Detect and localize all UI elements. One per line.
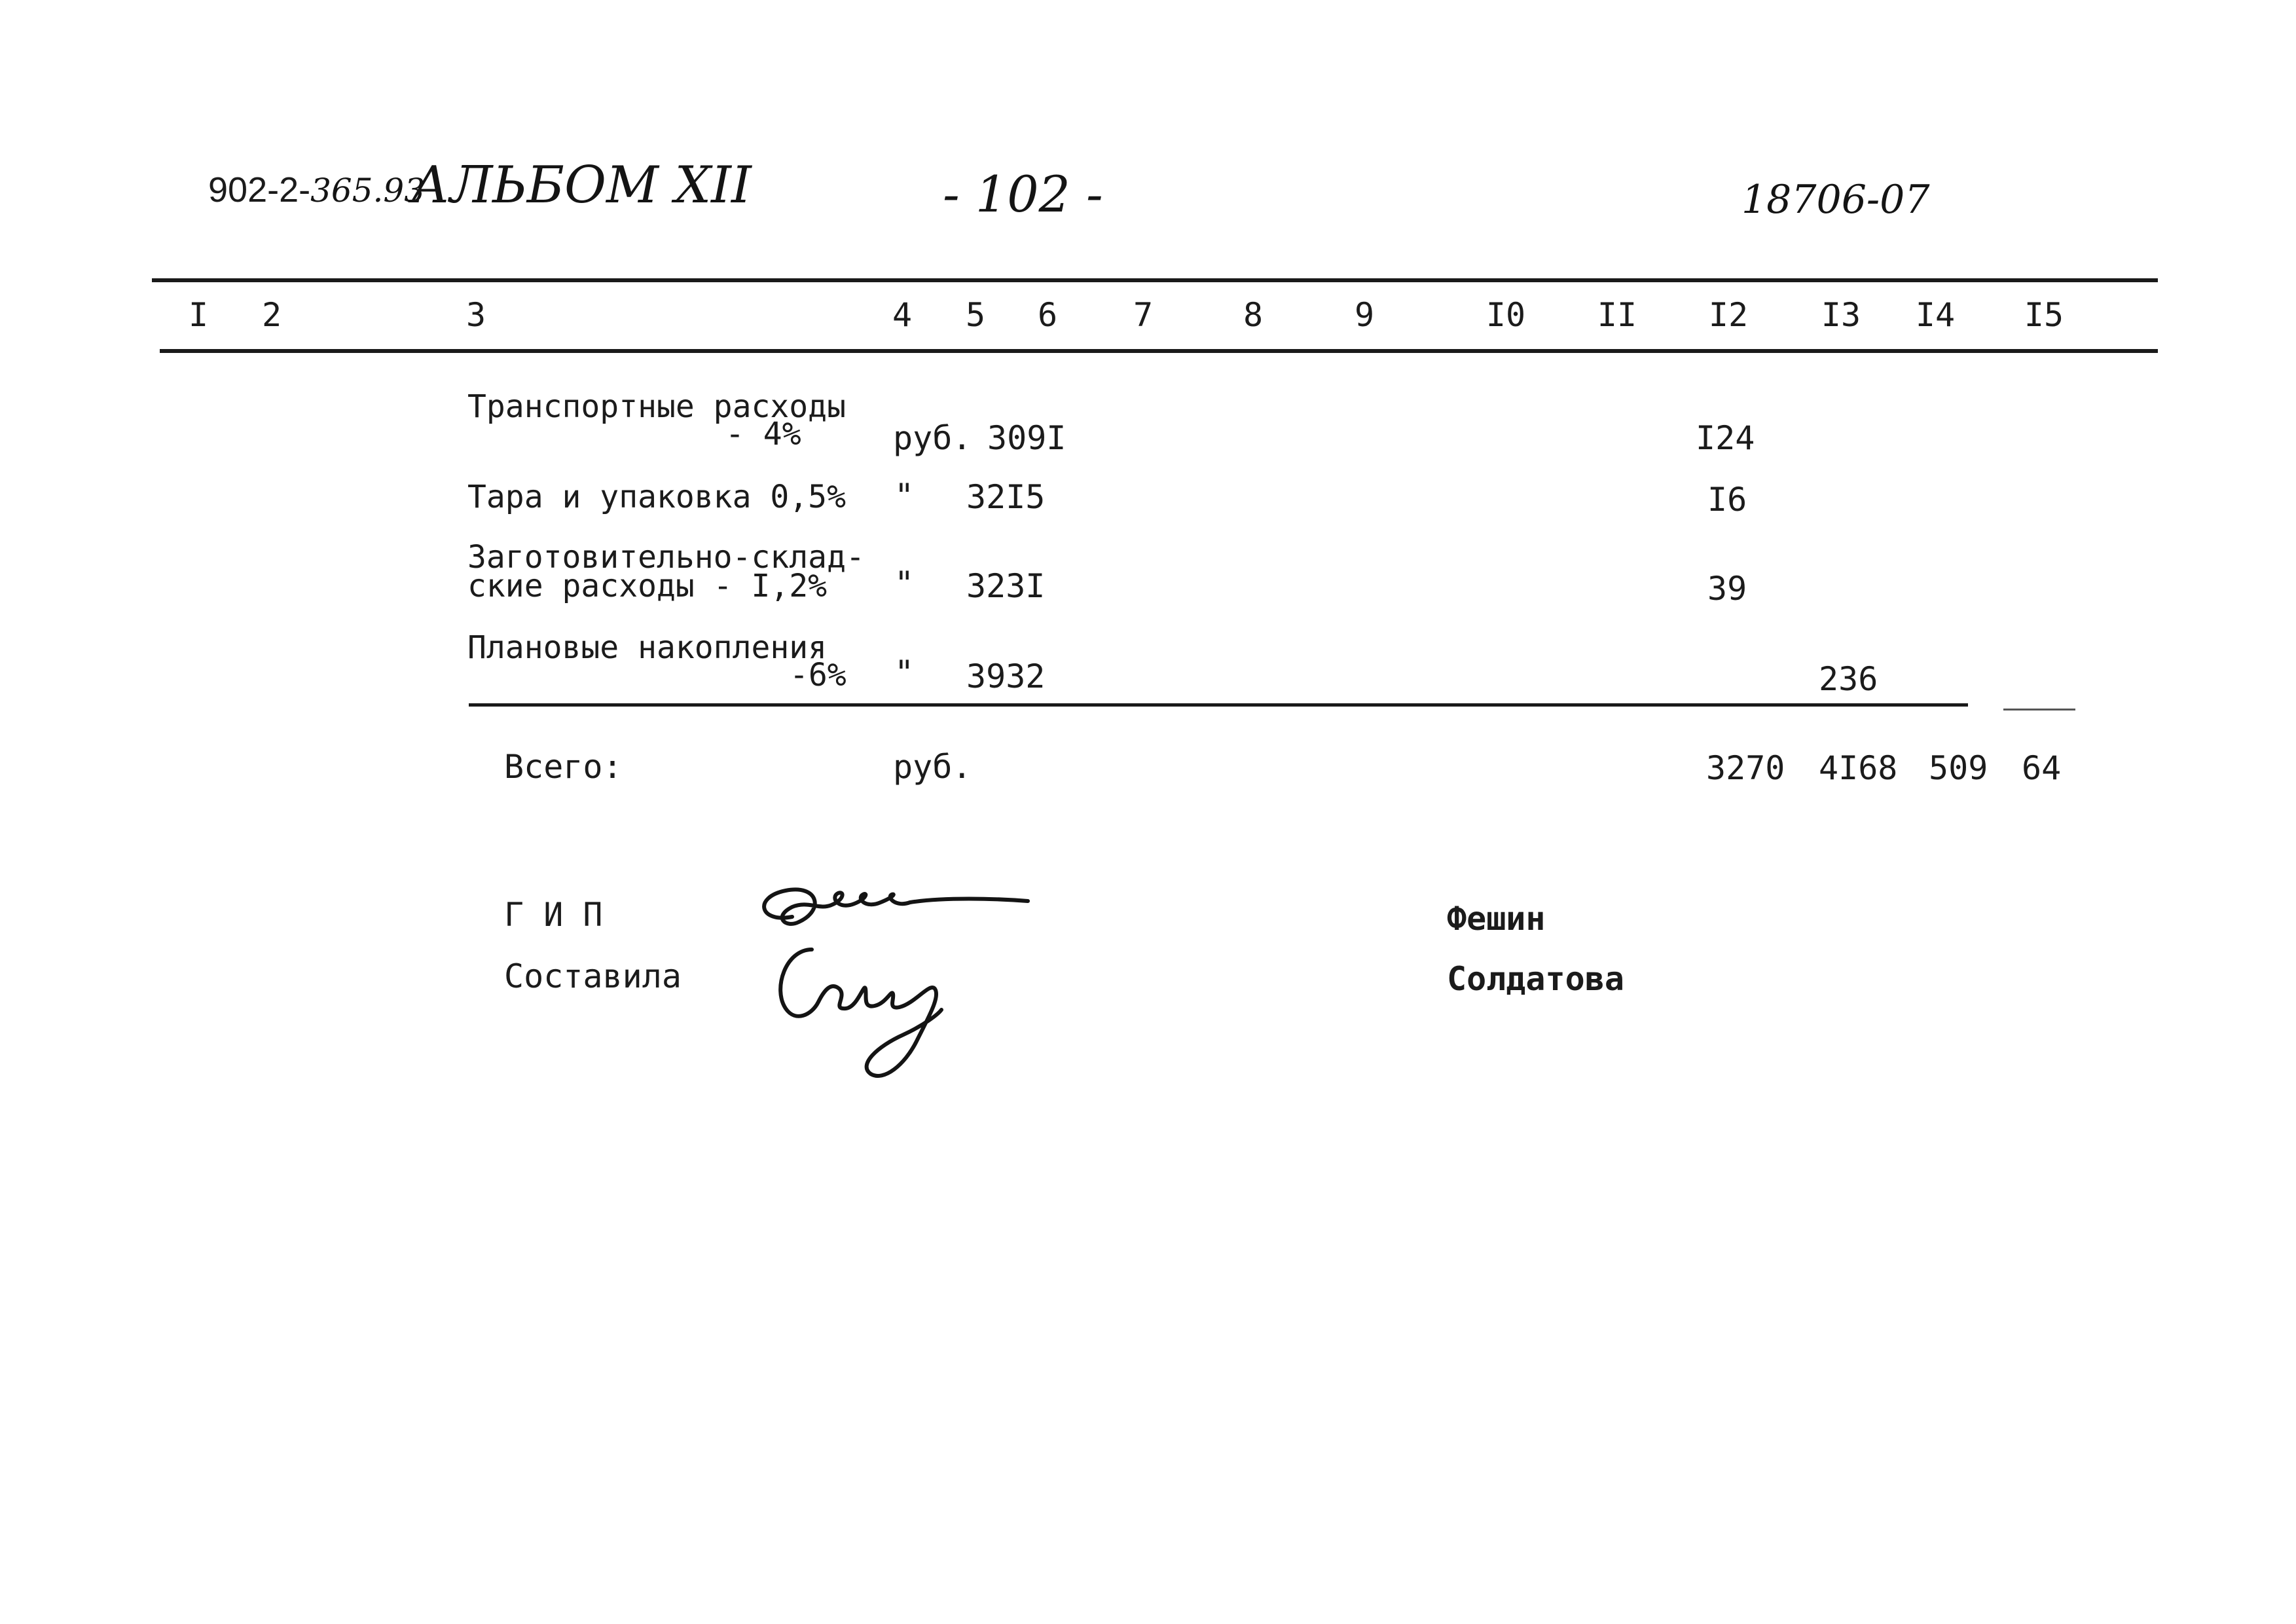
row-base-value: 309I [987, 419, 1066, 457]
total-col14-value: 509 [1929, 749, 1988, 787]
total-col12-value: 3270 [1706, 749, 1785, 787]
signature-role-chief-engineer: Г И П [504, 896, 603, 934]
total-separator [469, 703, 1968, 707]
album-title: АЛЬБОМ XII [411, 156, 752, 215]
col-header-5: 5 [965, 296, 986, 334]
col-header-14: I4 [1915, 296, 1956, 334]
row-label-line1: Транспортные расходы [467, 388, 846, 425]
col-header-15: I5 [2024, 296, 2064, 334]
row-col12-value: I6 [1707, 481, 1747, 519]
row-label-line2: -6% [790, 657, 847, 693]
col-header-11: II [1597, 296, 1637, 334]
page-number: - 102 - [943, 165, 1103, 223]
col-header-9: 9 [1354, 296, 1375, 334]
col-header-2: 2 [261, 296, 282, 334]
total-label: Всего: [504, 748, 623, 786]
row-col12-value: I24 [1696, 419, 1755, 457]
col-header-1: I [188, 296, 209, 334]
col-header-12: I2 [1708, 296, 1749, 334]
signature-role-compiler: Составила [504, 957, 682, 995]
row-base-value: 32I5 [966, 478, 1046, 516]
col-header-3: 3 [465, 296, 486, 334]
col-header-7: 7 [1133, 296, 1154, 334]
row-label-line2: - 4% [725, 416, 801, 452]
total-separator-tail [2003, 709, 2075, 710]
row-unit: " [894, 654, 915, 692]
col-header-13: I3 [1821, 296, 1861, 334]
code-handwritten: 365.93 [310, 172, 426, 210]
header-rule-bottom [160, 349, 2158, 353]
col-header-10: I0 [1485, 296, 1526, 334]
document-code [208, 172, 425, 210]
row-label-line1: Плановые накопления [467, 629, 828, 666]
total-unit: руб. [893, 748, 972, 786]
document-number: 18706-07 [1741, 177, 1930, 223]
col-header-4: 4 [892, 296, 913, 334]
header-rule-top [152, 278, 2158, 282]
row-unit: " [894, 564, 915, 602]
col-header-6: 6 [1037, 296, 1058, 334]
row-label-line1: Заготовительно-склад- [467, 539, 865, 576]
total-col13-value: 4I68 [1819, 749, 1898, 787]
col-header-8: 8 [1243, 296, 1264, 334]
row-label-line2: ские расходы - I,2% [467, 568, 828, 604]
signature-compiler [766, 936, 962, 1094]
row-col13-value: 236 [1819, 660, 1878, 698]
signature-name-chief-engineer: Фешин [1447, 900, 1546, 938]
row-label-line1: Тара и упаковка 0,5% [467, 479, 846, 515]
row-unit: " [894, 477, 915, 515]
row-col12-value: 39 [1707, 570, 1747, 608]
signature-name-compiler: Солдатова [1447, 960, 1624, 998]
row-base-value: 323I [966, 567, 1046, 605]
row-unit: руб. [893, 419, 972, 457]
code-printed: 902-2- [208, 170, 311, 210]
row-base-value: 3932 [966, 657, 1046, 695]
total-col15-value: 64 [2022, 749, 2062, 787]
